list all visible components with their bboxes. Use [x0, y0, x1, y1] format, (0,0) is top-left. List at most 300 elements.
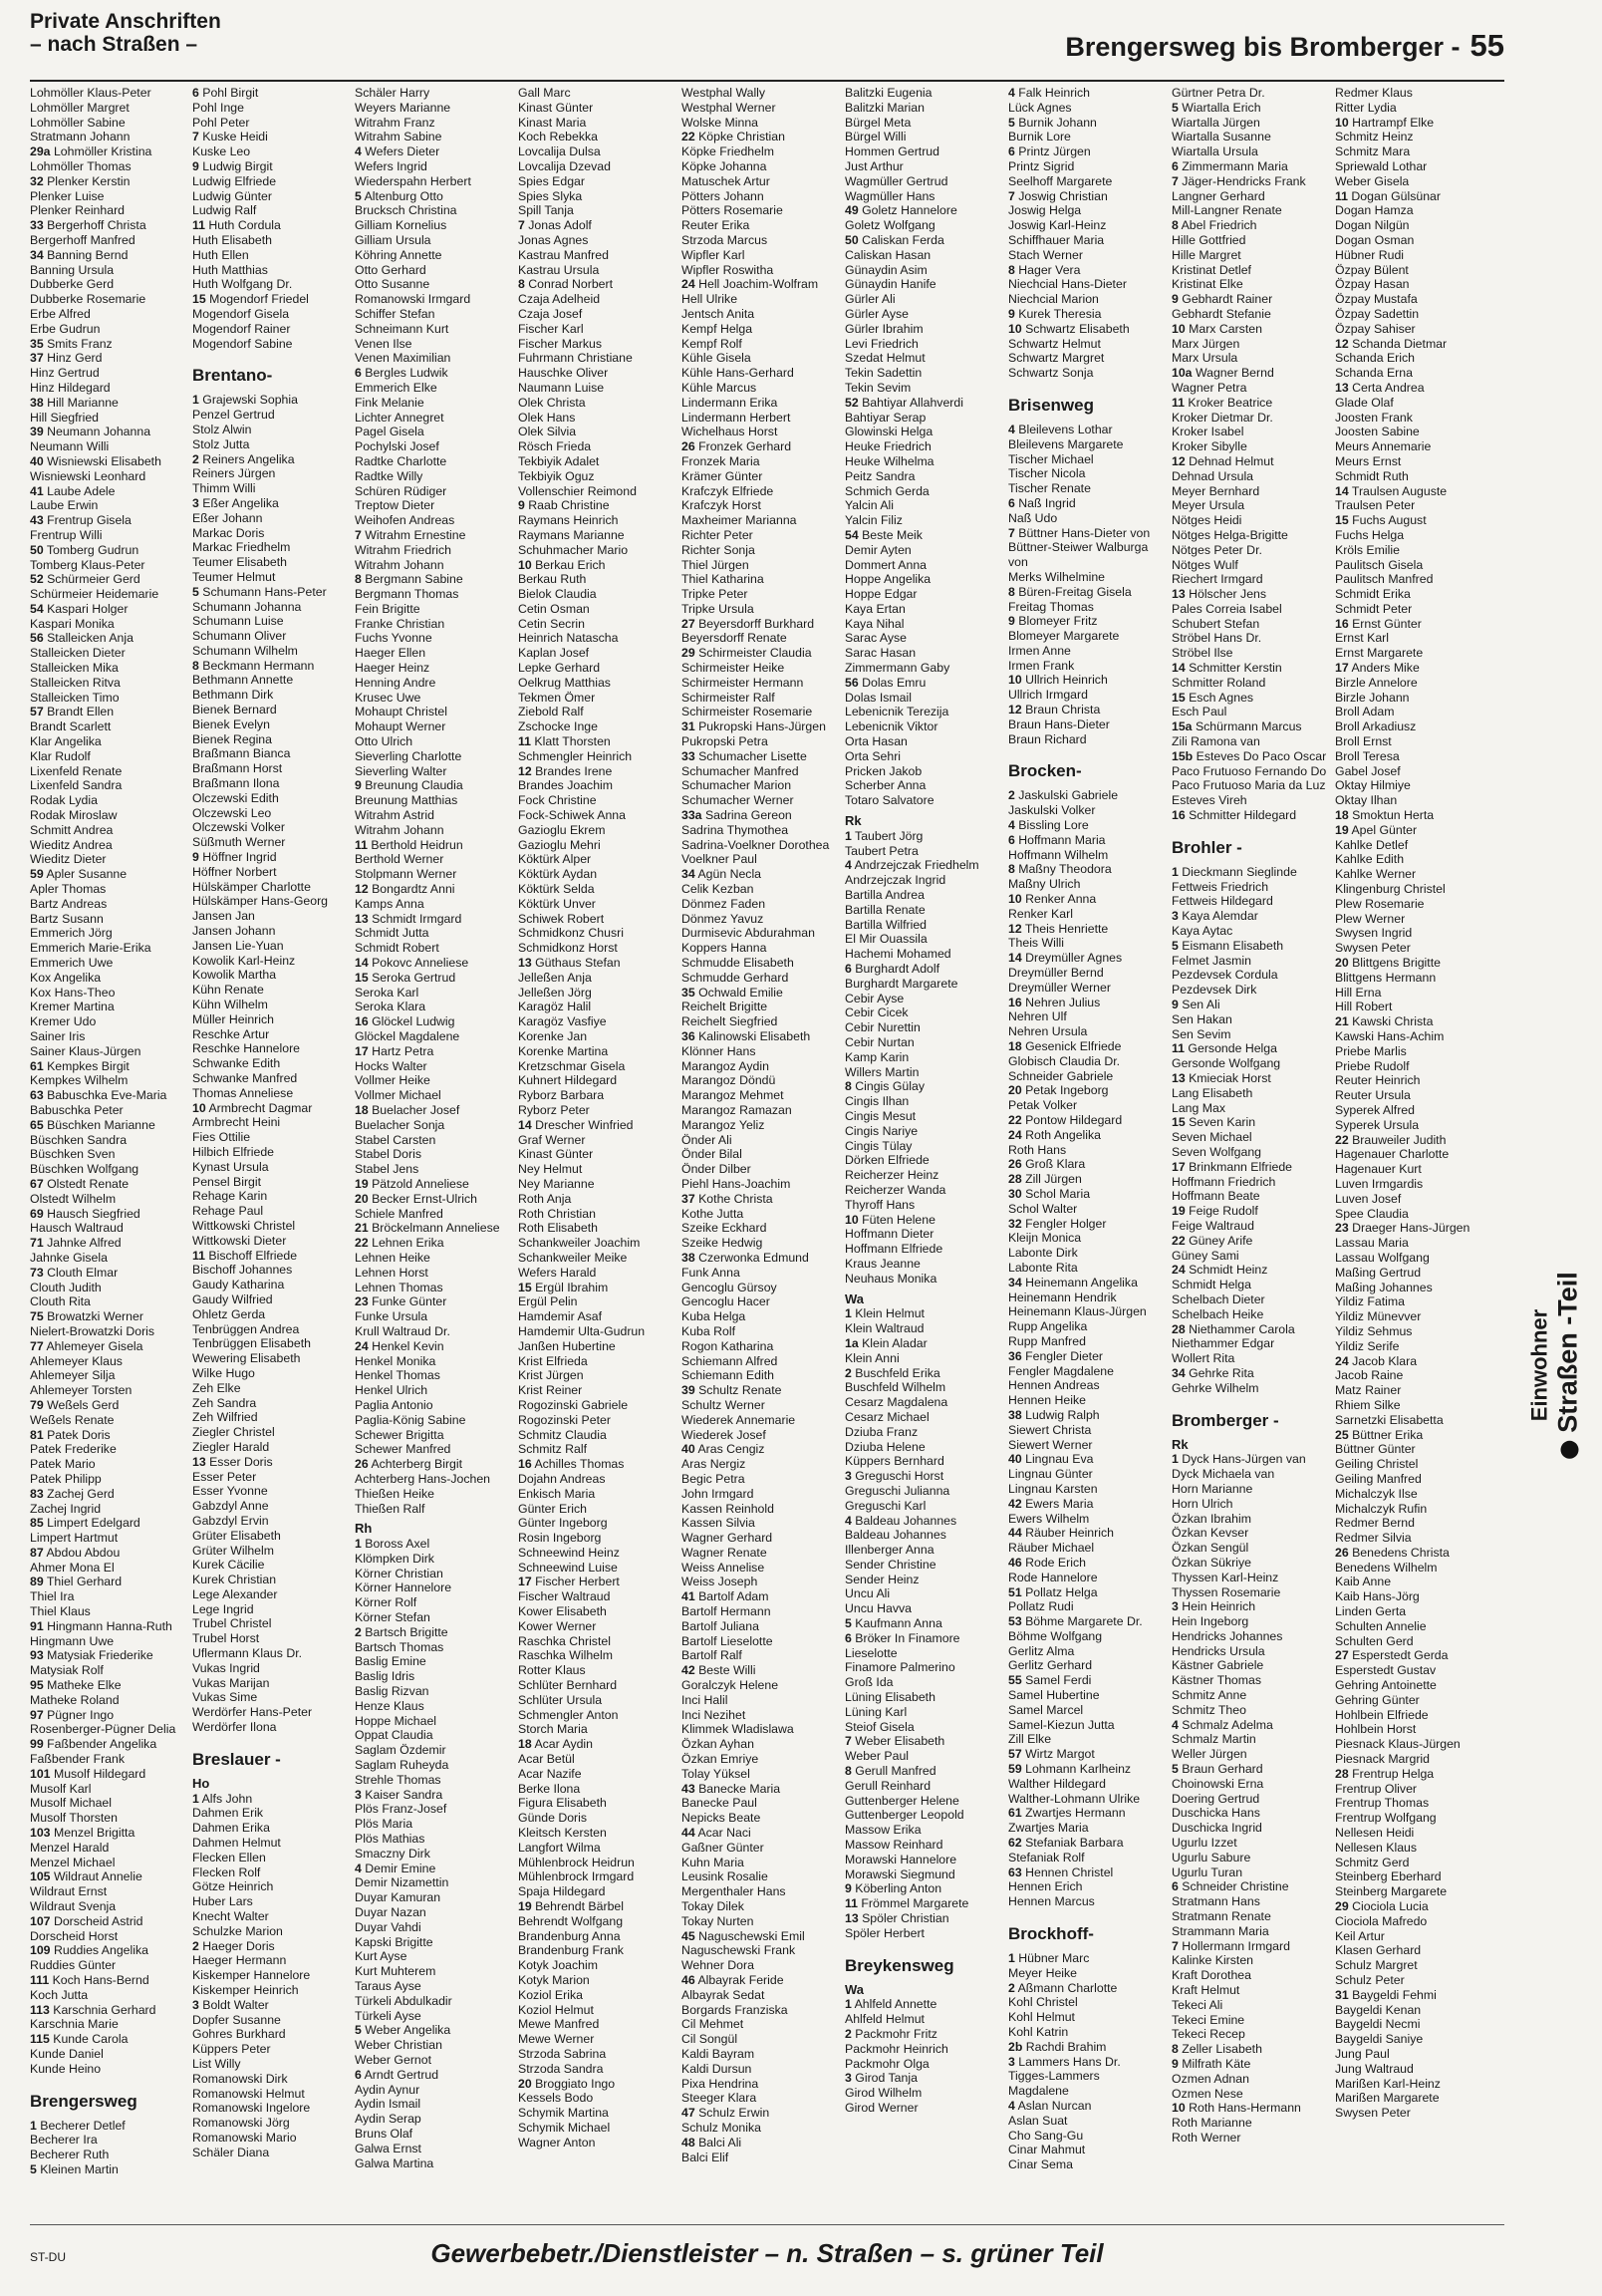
- resident-name: Syperek Ursula: [1335, 1117, 1420, 1132]
- resident-name: Bienek Bernard: [192, 703, 277, 718]
- resident-name: Büschken Sven: [30, 1147, 116, 1162]
- resident-entry: [1008, 248, 1170, 263]
- resident-name: Berthold Werner: [355, 852, 444, 867]
- resident-entry: [681, 1841, 843, 1856]
- resident-entry: [30, 1147, 191, 1162]
- house-number: 63: [1008, 1865, 1022, 1879]
- resident-entry: [1172, 661, 1333, 676]
- resident-entry: [30, 203, 191, 218]
- resident-entry: [30, 1059, 191, 1074]
- resident-name: Tischer Michael: [1008, 451, 1094, 466]
- resident-entry: [30, 1413, 191, 1428]
- resident-entry: [1335, 1457, 1496, 1472]
- resident-entry: [355, 1905, 516, 1920]
- resident-entry: [518, 1929, 679, 1944]
- resident-entry: [1172, 646, 1333, 661]
- resident-name: Bissling Lore: [1018, 818, 1089, 833]
- resident-name: Albayrak Sedat: [681, 1987, 765, 2002]
- resident-name: Schmudde Elisabeth: [681, 956, 794, 971]
- resident-entry: [1008, 1732, 1170, 1747]
- resident-entry: [355, 1788, 516, 1803]
- house-number: 61: [1008, 1806, 1022, 1821]
- resident-entry: [30, 2017, 191, 2032]
- street-range-title: [1065, 28, 1504, 64]
- resident-name: Girod Wilhelm: [845, 2086, 923, 2101]
- resident-name: Sadrina-Voelkner Dorothea: [681, 837, 830, 852]
- resident-entry: [30, 691, 191, 706]
- resident-name: Raymans Heinrich: [518, 513, 619, 528]
- resident-entry: [192, 629, 354, 644]
- resident-name: Hinz Hildegard: [30, 380, 111, 395]
- resident-name: Schwartz Elisabeth: [1025, 321, 1130, 336]
- resident-entry: [1335, 381, 1496, 396]
- resident-entry: [1335, 1073, 1496, 1088]
- resident-entry: [681, 174, 843, 189]
- resident-entry: [1335, 1251, 1496, 1266]
- resident-entry: [1335, 322, 1496, 337]
- resident-entry: [355, 307, 516, 322]
- resident-entry: [192, 1499, 354, 1514]
- resident-name: Hausch Waltraud: [30, 1221, 124, 1236]
- resident-name: Baldeau Johannes: [845, 1528, 946, 1543]
- resident-name: Seroka Gertrud: [372, 970, 456, 985]
- resident-entry: [845, 1586, 1006, 1601]
- resident-name: Kleitsch Kersten: [518, 1826, 607, 1841]
- resident-name: Cesarz Magdalena: [845, 1395, 948, 1410]
- resident-name: Abel Friedrich: [1181, 218, 1257, 233]
- resident-name: Burnik Johann: [1018, 115, 1097, 130]
- resident-entry: [1172, 1115, 1333, 1130]
- resident-name: Esch Agnes: [1189, 690, 1254, 705]
- resident-entry: [518, 1000, 679, 1014]
- house-number: 28: [1335, 1766, 1349, 1781]
- directory-column: [192, 86, 354, 2218]
- resident-entry: [518, 1103, 679, 1118]
- house-number: 77: [30, 1338, 44, 1353]
- resident-entry: [192, 2013, 354, 2028]
- resident-entry: [845, 454, 1006, 469]
- resident-entry: [1008, 366, 1170, 381]
- resident-name: Massow Erika: [845, 1823, 922, 1838]
- resident-name: Körner Christian: [355, 1566, 443, 1580]
- house-number: 34: [30, 247, 44, 262]
- house-number: 11: [1335, 188, 1348, 203]
- resident-name: Baldeau Johannes: [855, 1513, 957, 1528]
- house-number: 6: [355, 2067, 362, 2082]
- resident-name: Bürgel Meta: [845, 115, 912, 130]
- resident-entry: [845, 1153, 1006, 1168]
- resident-entry: [1008, 907, 1170, 922]
- resident-name: Sieverling Charlotte: [355, 748, 462, 763]
- resident-entry: [30, 676, 191, 691]
- resident-entry: [355, 1502, 516, 1517]
- resident-name: Schankweiler Joachim: [518, 1236, 641, 1251]
- resident-entry: [1335, 1014, 1496, 1029]
- resident-name: Koziol Helmut: [518, 2002, 594, 2017]
- resident-entry: [1172, 778, 1333, 793]
- house-number: 14: [1335, 483, 1349, 498]
- resident-entry: [192, 1983, 354, 1998]
- house-number: 16: [355, 1014, 369, 1029]
- resident-entry: [1172, 528, 1333, 543]
- resident-entry: [845, 1646, 1006, 1661]
- resident-entry: [845, 1779, 1006, 1794]
- resident-entry: [681, 454, 843, 469]
- resident-name: Thiel Gerhard: [46, 1575, 123, 1589]
- resident-name: Gebhardt Stefanie: [1172, 306, 1271, 321]
- resident-entry: [845, 277, 1006, 292]
- resident-entry: [192, 1234, 354, 1249]
- house-number: 40: [681, 1442, 695, 1457]
- resident-entry: [518, 1088, 679, 1103]
- resident-name: Hollermann Irmgard: [1182, 1938, 1290, 1953]
- resident-name: Jelleßen Anja: [518, 970, 592, 985]
- resident-entry: [1172, 1145, 1333, 1160]
- resident-entry: [192, 1145, 354, 1160]
- house-number: 32: [30, 173, 44, 188]
- resident-entry: [681, 2121, 843, 2136]
- resident-name: Reichelt Siegfried: [681, 1014, 778, 1029]
- resident-name: Spee Claudia: [1335, 1206, 1409, 1221]
- resident-name: Ullrich Irmgard: [1008, 688, 1088, 703]
- resident-entry: [30, 1324, 191, 1339]
- house-number: 6: [845, 1630, 852, 1645]
- resident-name: Büschken Wolfgang: [30, 1162, 139, 1177]
- resident-entry: [192, 218, 354, 233]
- resident-entry: [1008, 2157, 1170, 2172]
- resident-entry: [355, 1324, 516, 1339]
- resident-name: Kuske Leo: [192, 144, 251, 159]
- resident-name: Bongardtz Anni: [372, 882, 455, 897]
- resident-entry: [1008, 1512, 1170, 1527]
- resident-name: Gazioglu Ekrem: [518, 822, 606, 837]
- house-number: 14: [1008, 951, 1022, 966]
- resident-entry: [518, 1192, 679, 1207]
- resident-name: Fein Brigitte: [355, 601, 420, 616]
- resident-entry: [192, 437, 354, 452]
- resident-name: Stefaniak Rolf: [1008, 1850, 1085, 1865]
- resident-name: Girod Tanja: [855, 2071, 918, 2086]
- resident-name: Schmidt Heinz: [1189, 1263, 1268, 1278]
- resident-entry: [1008, 1851, 1170, 1866]
- resident-entry: [1008, 1497, 1170, 1512]
- resident-name: Pixa Hendrina: [681, 2076, 759, 2091]
- resident-name: Heuke Wilhelma: [845, 453, 934, 468]
- resident-name: Berkau Ruth: [518, 572, 587, 587]
- resident-entry: [518, 322, 679, 337]
- resident-name: Priebe Marlis: [1335, 1043, 1407, 1058]
- resident-entry: [1008, 86, 1170, 101]
- resident-name: Wiartalla Erich: [1182, 100, 1261, 115]
- resident-entry: [1335, 528, 1496, 543]
- resident-name: Zeh Elke: [192, 1380, 241, 1395]
- resident-entry: [518, 2032, 679, 2047]
- house-number: 18: [355, 1102, 369, 1117]
- resident-entry: [518, 1147, 679, 1162]
- resident-entry: [355, 1728, 516, 1743]
- resident-entry: [355, 233, 516, 248]
- resident-entry: [1008, 1614, 1170, 1629]
- resident-name: Tolay Yüksel: [681, 1766, 750, 1781]
- resident-name: Schiemann Alfred: [681, 1353, 778, 1368]
- resident-entry: [681, 1221, 843, 1236]
- resident-entry: [845, 543, 1006, 558]
- resident-name: Bergerhoff Manfred: [30, 232, 135, 247]
- resident-entry: [1335, 1236, 1496, 1251]
- resident-name: Schirmeister Ralf: [681, 690, 775, 705]
- resident-name: Reuter Erika: [681, 218, 750, 233]
- resident-entry: [681, 867, 843, 882]
- resident-name: Faßbender Angelika: [47, 1737, 157, 1752]
- resident-name: Özkan Sükriye: [1172, 1555, 1251, 1570]
- resident-name: Vollenschier Reimond: [518, 483, 637, 498]
- house-number: 85: [30, 1516, 44, 1531]
- resident-name: Mewe Werner: [518, 2032, 595, 2047]
- resident-name: Bartolf Hermann: [681, 1604, 771, 1619]
- resident-entry: [192, 307, 354, 322]
- resident-name: Breunung Claudia: [365, 778, 463, 793]
- resident-name: Romanowski Irmgard: [355, 292, 471, 307]
- resident-name: Roth Elisabeth: [518, 1221, 598, 1236]
- resident-entry: [355, 1073, 516, 1088]
- resident-entry: [30, 543, 191, 558]
- resident-entry: [30, 1914, 191, 1929]
- resident-entry: [1172, 1307, 1333, 1322]
- resident-name: Kühn Renate: [192, 983, 264, 998]
- resident-name: Wilke Hugo: [192, 1365, 255, 1380]
- resident-entry: [30, 1752, 191, 1767]
- resident-name: Tomberg Gudrun: [46, 542, 139, 557]
- resident-name: Raschka Wilhelm: [518, 1648, 613, 1663]
- resident-entry: [1335, 1162, 1496, 1177]
- resident-entry: [681, 558, 843, 573]
- resident-entry: [1008, 1644, 1170, 1659]
- house-number: 14: [518, 1117, 532, 1132]
- resident-entry: [1172, 116, 1333, 131]
- resident-entry: [845, 218, 1006, 233]
- house-number: 22: [681, 130, 695, 144]
- resident-entry: [518, 528, 679, 543]
- resident-entry: [355, 2097, 516, 2112]
- resident-name: Horn Ulrich: [1172, 1496, 1233, 1511]
- resident-entry: [1335, 2091, 1496, 2106]
- resident-entry: [355, 1000, 516, 1014]
- resident-name: Reuter Heinrich: [1335, 1073, 1421, 1088]
- resident-name: Lohmöller Sabine: [30, 115, 126, 130]
- resident-entry: [1172, 1629, 1333, 1644]
- house-number: 1: [845, 828, 852, 843]
- resident-name: Teumer Helmut: [192, 569, 276, 584]
- resident-entry: [355, 528, 516, 543]
- resident-name: Kühle Gisela: [681, 351, 751, 366]
- resident-name: Apler Thomas: [30, 882, 107, 897]
- resident-entry: [518, 263, 679, 278]
- resident-name: Wagner Gerhard: [681, 1531, 773, 1546]
- house-number: 12: [1008, 921, 1022, 936]
- resident-name: Taubert Jörg: [855, 828, 924, 843]
- resident-name: Schäler Harry: [355, 86, 430, 100]
- resident-entry: [1008, 1157, 1170, 1172]
- resident-name: Tekin Sadettin: [845, 366, 923, 381]
- resident-name: Marangoz Aydin: [681, 1058, 769, 1073]
- resident-name: Kaufmann Anna: [855, 1616, 942, 1631]
- house-number: 7: [1008, 188, 1015, 203]
- house-number: 1: [355, 1537, 362, 1552]
- resident-name: Ozmen Nese: [1172, 2086, 1243, 2101]
- resident-entry: [30, 351, 191, 366]
- resident-entry: [518, 852, 679, 867]
- resident-entry: [845, 691, 1006, 706]
- resident-name: Schmitz Heinz: [1335, 130, 1414, 144]
- resident-entry: [845, 1705, 1006, 1720]
- resident-name: Samel Hubertine: [1008, 1688, 1100, 1703]
- resident-name: Kunde Heino: [30, 2061, 102, 2076]
- resident-name: Goletz Hannelore: [862, 203, 957, 218]
- resident-name: Dreymüller Agnes: [1025, 951, 1123, 966]
- resident-name: Just Arthur: [845, 158, 904, 173]
- resident-entry: [30, 1281, 191, 1295]
- resident-entry: [30, 469, 191, 484]
- resident-entry: [192, 1219, 354, 1234]
- resident-entry: [355, 676, 516, 691]
- resident-name: Köktürk Selda: [518, 882, 595, 897]
- resident-name: Dogan Nilgün: [1335, 218, 1410, 233]
- resident-name: Ugurlu Sabure: [1172, 1850, 1251, 1865]
- resident-name: Otto Gerhard: [355, 262, 426, 277]
- resident-entry: [1172, 880, 1333, 895]
- resident-entry: [845, 1109, 1006, 1124]
- resident-entry: [681, 705, 843, 719]
- resident-entry: [1008, 600, 1170, 615]
- resident-name: John Irmgard: [681, 1486, 754, 1501]
- house-number: 93: [30, 1648, 44, 1663]
- resident-entry: [30, 101, 191, 116]
- resident-name: Rogozinski Gabriele: [518, 1397, 629, 1412]
- resident-entry: [192, 1529, 354, 1544]
- resident-name: Musolf Karl: [30, 1781, 92, 1796]
- resident-entry: [1172, 1821, 1333, 1836]
- resident-name: Vollmer Michael: [355, 1088, 441, 1103]
- resident-name: Nepicks Beate: [681, 1811, 761, 1826]
- house-number: 9: [192, 850, 199, 865]
- resident-name: Riechert Irmgard: [1172, 572, 1263, 587]
- resident-name: Eßer Angelika: [202, 495, 279, 510]
- resident-name: Schiwek Robert: [518, 911, 605, 926]
- resident-name: Printz Sigrid: [1008, 158, 1075, 173]
- resident-entry: [30, 764, 191, 779]
- resident-entry: [518, 1457, 679, 1472]
- resident-name: Spriewald Lothar: [1335, 158, 1428, 173]
- resident-entry: [845, 947, 1006, 962]
- resident-name: Boross Axel: [365, 1537, 430, 1552]
- resident-name: Büren-Freitag Gisela: [1018, 584, 1132, 599]
- resident-entry: [518, 425, 679, 439]
- house-number: 6: [1008, 144, 1015, 159]
- resident-name: Önder Bilal: [681, 1147, 742, 1162]
- resident-name: Lege Ingrid: [192, 1601, 254, 1616]
- resident-name: Redmer Silvia: [1335, 1531, 1412, 1546]
- resident-entry: [845, 1005, 1006, 1020]
- resident-name: Schneewind Luise: [518, 1560, 618, 1575]
- resident-entry: [1008, 966, 1170, 981]
- resident-entry: [30, 572, 191, 587]
- resident-entry: [30, 1192, 191, 1207]
- resident-name: Hingmann Hanna-Ruth: [47, 1618, 172, 1633]
- resident-name: Klasen Gerhard: [1335, 1943, 1422, 1958]
- house-number: 5: [1172, 1762, 1179, 1777]
- house-number: 6: [192, 86, 199, 100]
- house-number: 4: [355, 1861, 362, 1875]
- resident-name: Braßmann Ilona: [192, 776, 280, 791]
- resident-name: Czerwonka Edmund: [698, 1250, 809, 1265]
- resident-entry: [1335, 1619, 1496, 1634]
- resident-entry: [30, 1634, 191, 1649]
- resident-name: Tekbiyik Oguz: [518, 468, 595, 483]
- resident-name: Marangoz Mehmet: [681, 1088, 784, 1103]
- resident-name: Kremer Udo: [30, 1014, 97, 1029]
- resident-entry: [1008, 423, 1170, 437]
- resident-entry: [355, 439, 516, 454]
- resident-entry: [1172, 203, 1333, 218]
- resident-name: Burnik Lore: [1008, 130, 1071, 144]
- resident-entry: [355, 1684, 516, 1699]
- resident-entry: [30, 411, 191, 426]
- resident-name: Räuber Michael: [1008, 1541, 1095, 1556]
- house-number: 4: [355, 144, 362, 159]
- resident-entry: [1008, 1747, 1170, 1762]
- resident-name: Naguschewski Emil: [698, 1928, 805, 1943]
- resident-entry: [1335, 1663, 1496, 1678]
- resident-name: Maßing Gertrud: [1335, 1265, 1422, 1280]
- resident-entry: [681, 1457, 843, 1472]
- resident-entry: [518, 587, 679, 602]
- resident-name: Meurs Annemarie: [1335, 439, 1432, 454]
- resident-entry: [681, 1856, 843, 1870]
- resident-entry: [1008, 2010, 1170, 2025]
- resident-name: Kaldi Bayram: [681, 2046, 755, 2061]
- resident-entry: [192, 835, 354, 850]
- resident-name: Thimm Willi: [192, 481, 256, 496]
- resident-entry: [518, 1663, 679, 1678]
- resident-entry: [355, 1118, 516, 1133]
- resident-name: Michalczyk Rufin: [1335, 1501, 1428, 1516]
- house-number: 59: [1008, 1762, 1022, 1777]
- resident-entry: [518, 823, 679, 838]
- house-number: 1: [845, 1306, 852, 1321]
- house-number: 12: [355, 882, 369, 897]
- resident-entry: [518, 307, 679, 322]
- resident-entry: [681, 1502, 843, 1517]
- resident-entry: [1008, 1304, 1170, 1319]
- resident-entry: [1172, 909, 1333, 924]
- resident-name: Meyer Heike: [1008, 1965, 1078, 1980]
- resident-entry: [355, 749, 516, 764]
- resident-name: Jahnke Gisela: [30, 1250, 108, 1265]
- resident-name: Dieckmann Sieglinde: [1182, 864, 1297, 879]
- resident-name: Pagel Gisela: [355, 425, 424, 439]
- resident-entry: [355, 1920, 516, 1935]
- resident-entry: [845, 2027, 1006, 2042]
- directory-column: [681, 86, 843, 2218]
- resident-entry: [1335, 248, 1496, 263]
- resident-entry: [1008, 2143, 1170, 2157]
- resident-name: Morawski Hannelore: [845, 1852, 957, 1866]
- resident-name: Gersonde Wolfgang: [1172, 1056, 1281, 1071]
- resident-entry: [518, 1207, 679, 1222]
- resident-entry: [355, 2068, 516, 2083]
- resident-name: Karschnia Gerhard: [53, 2002, 156, 2017]
- resident-entry: [518, 469, 679, 484]
